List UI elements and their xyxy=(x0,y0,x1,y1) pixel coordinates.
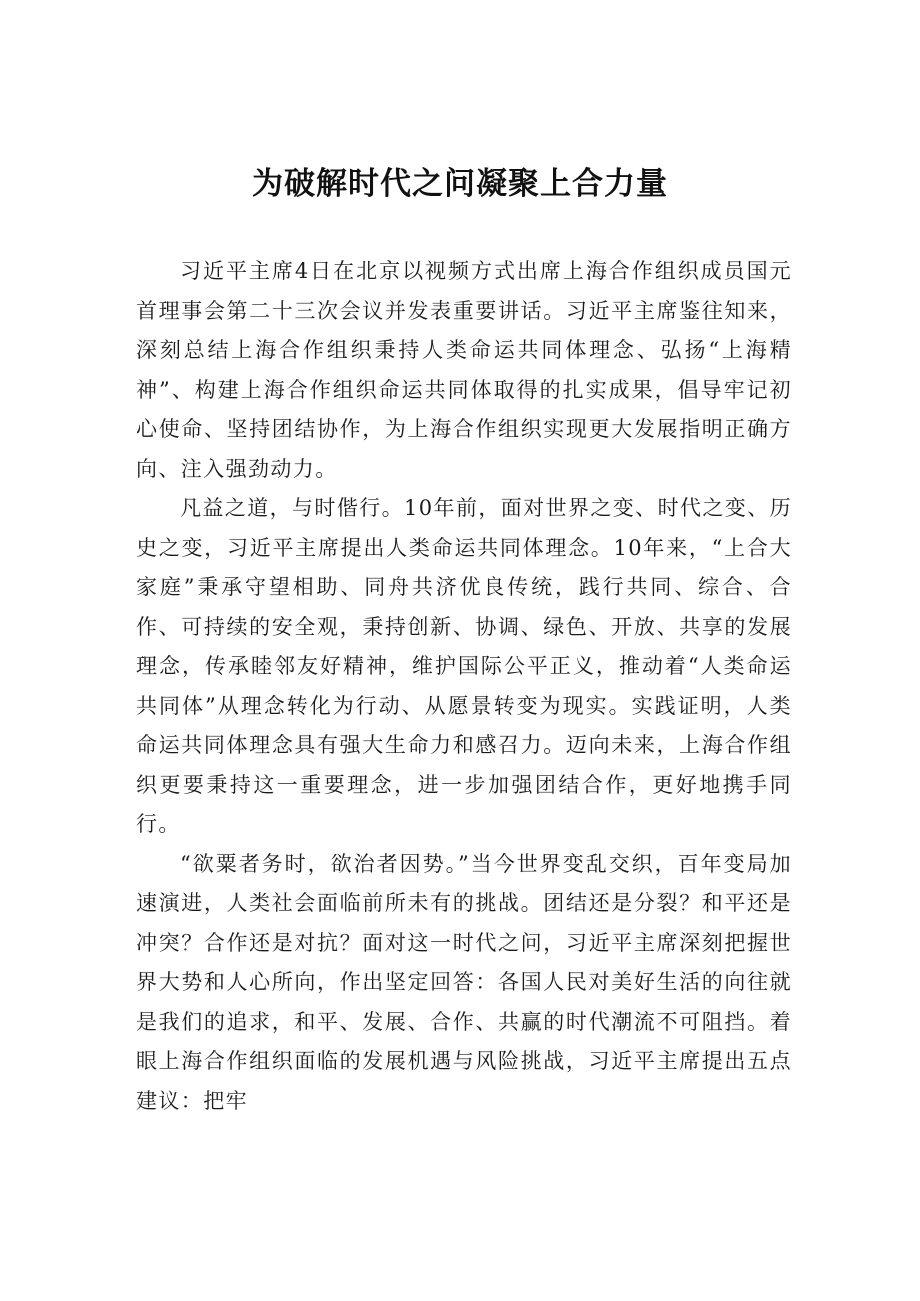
paragraph-1: 习近平主席4日在北京以视频方式出席上海合作组织成员国元首理事会第二十三次会议并发表重要讲话。习近平主席鉴往知来，深刻总结上海合作组织秉持人类命运共同体理念、弘扬“上海精神”、构建上海合作组织命运共同体取得的扎实成果，倡导牢记初心使命、坚持团结协作，为上海合作组织实现更大发展指明正确方向、注入强劲动力。 xyxy=(136,259,792,481)
document-title: 为破解时代之问凝聚上合力量 xyxy=(252,166,668,202)
paragraph-3: “欲粟者务时，欲治者因势。”当今世界变乱交织，百年变局加速演进，人类社会面临前所未有的挑战。团结还是分裂？和平还是冲突？合作还是对抗？面对这一时代之问，习近平主席深刻把握世界大势和人心所向，作出坚定回答：各国人民对美好生活的向往就是我们的追求，和平、发展、合作、共赢的时代潮流不可阻挡。着眼上海合作组织面临的发展机遇与风险挑战，习近平主席提出五点建议：把牢 xyxy=(136,851,792,1113)
paragraph-2: 凡益之道，与时偕行。10年前，面对世界之变、时代之变、历史之变，习近平主席提出人类命运共同体理念。10年来，“上合大家庭”秉承守望相助、同舟共济优良传统，践行共同、综合、合作、可持续的安全观，秉持创新、协调、绿色、开放、共享的发展理念，传承睦邻友好精神，维护国际公平正义，推动着“人类命运共同体”从理念转化为行动、从愿景转变为现实。实践证明，人类命运共同体理念具有强大生命力和感召力。迈向未来，上海合作组织更要秉持这一重要理念，进一步加强团结合作，更好地携手同行。 xyxy=(136,496,792,836)
document-body xyxy=(136,252,792,1121)
